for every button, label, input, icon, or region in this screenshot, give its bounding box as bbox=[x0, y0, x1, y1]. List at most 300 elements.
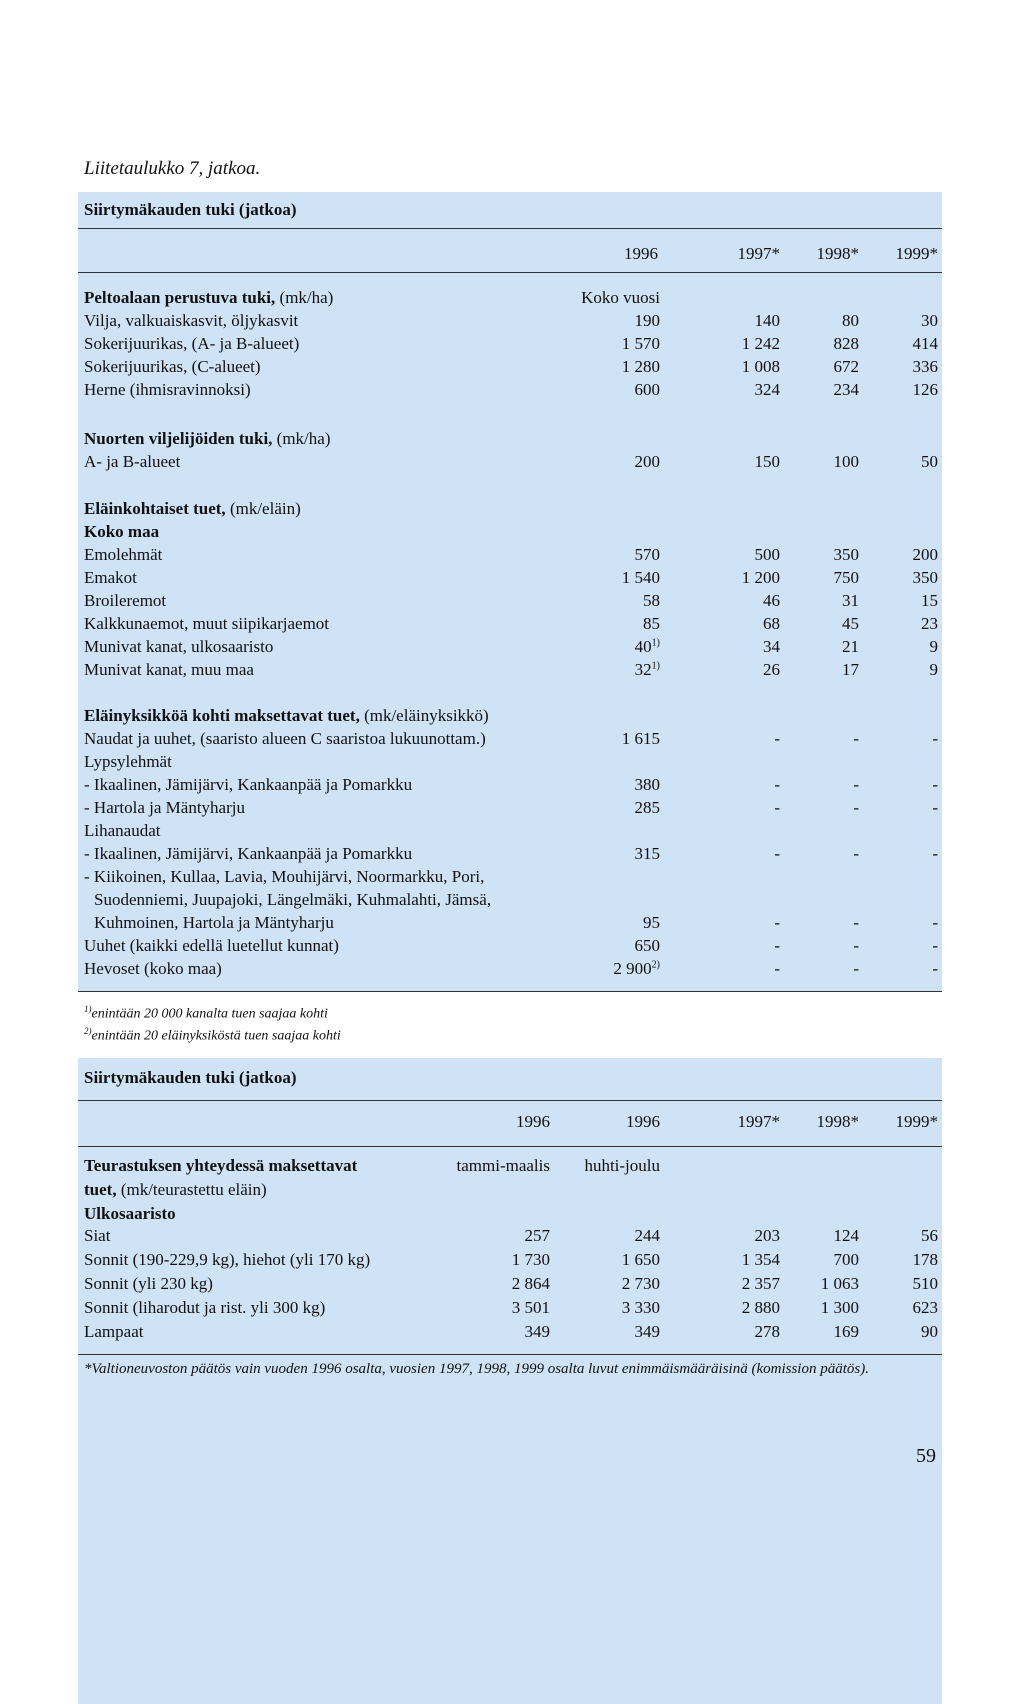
row-value-col-3 bbox=[778, 378, 859, 401]
row-value-col-2 bbox=[558, 1272, 660, 1295]
footnote-mark: 1) bbox=[651, 660, 660, 672]
footnote-mark: 2) bbox=[651, 959, 660, 971]
table-row bbox=[78, 332, 942, 355]
row-label-bold: tuet, bbox=[84, 1180, 117, 1199]
cell-value: 2 730 bbox=[621, 1274, 660, 1293]
table-row bbox=[78, 1202, 942, 1225]
row-value-col-1 bbox=[538, 450, 660, 473]
row-label bbox=[84, 309, 298, 332]
row-value-col-4 bbox=[858, 543, 938, 566]
cell-value: 50 bbox=[921, 452, 938, 471]
row-value-col-4 bbox=[858, 589, 938, 612]
row-label-bold: Koko maa bbox=[84, 522, 160, 541]
cell-value: 285 bbox=[634, 798, 660, 817]
row-value-col-4 bbox=[858, 842, 938, 865]
transition-aid-table-2 bbox=[78, 1058, 942, 1704]
cell-value: 234 bbox=[833, 380, 859, 399]
row-value-col-3 bbox=[778, 911, 859, 934]
row-value-col-4 bbox=[858, 957, 938, 980]
cell-value: 570 bbox=[634, 545, 660, 564]
cell-value: 15 bbox=[921, 591, 938, 610]
row-value-col-4 bbox=[858, 309, 938, 332]
col-header-1997: 1997* bbox=[737, 244, 780, 263]
col-header-1996: 1996 bbox=[624, 244, 658, 263]
table-bottom-rule bbox=[78, 991, 942, 992]
row-label bbox=[84, 286, 333, 309]
table-row bbox=[78, 497, 942, 520]
row-label-text: Suodenniemi, Juupajoki, Längelmäki, Kuhmalahti, Jämsä, bbox=[94, 890, 492, 909]
row-value-col-1 bbox=[538, 727, 660, 750]
cell-value: 203 bbox=[754, 1226, 780, 1245]
cell-value: 3 330 bbox=[621, 1298, 660, 1317]
cell-value: - bbox=[774, 959, 780, 978]
row-label-text: Emakot bbox=[84, 568, 137, 587]
table-row bbox=[78, 589, 942, 612]
row-value-col-2 bbox=[558, 1224, 660, 1247]
cell-value: 58 bbox=[643, 591, 660, 610]
table-row bbox=[78, 612, 942, 635]
row-label bbox=[84, 355, 261, 378]
row-label bbox=[94, 888, 491, 911]
cell-value: 278 bbox=[754, 1322, 780, 1341]
row-label bbox=[84, 543, 162, 566]
table-row bbox=[78, 378, 942, 401]
row-value-col-1 bbox=[538, 612, 660, 635]
table-bottom-rule bbox=[78, 1354, 942, 1355]
cell-value: - bbox=[853, 844, 859, 863]
row-value-col-2 bbox=[698, 543, 780, 566]
cell-value: 9 bbox=[929, 637, 938, 656]
row-value-col-3 bbox=[778, 934, 859, 957]
row-label bbox=[84, 1248, 370, 1271]
cell-value: 672 bbox=[833, 357, 859, 376]
row-label-bold: Nuorten viljelijöiden tuki, bbox=[84, 429, 273, 448]
cell-value: 30 bbox=[921, 311, 938, 330]
row-value-col-1 bbox=[538, 635, 660, 658]
row-value-col-2 bbox=[698, 450, 780, 473]
col-header-1998: 1998* bbox=[816, 1112, 859, 1131]
row-value-col-4 bbox=[858, 934, 938, 957]
row-label bbox=[84, 957, 222, 980]
row-label-bold: Teurastuksen yhteydessä maksettavat bbox=[84, 1156, 358, 1175]
cell-value: - bbox=[774, 775, 780, 794]
row-value-col-2 bbox=[698, 842, 780, 865]
col-header-1996-a: 1996 bbox=[516, 1112, 550, 1131]
cell-value: - bbox=[932, 775, 938, 794]
row-value-col-5 bbox=[858, 1224, 938, 1247]
cell-value: 32 bbox=[634, 660, 652, 679]
row-value-col-4 bbox=[858, 450, 938, 473]
row-value-col-1 bbox=[538, 332, 660, 355]
footnote-2: $^{2)}$enintään 20 eläinyksiköstä tuen saajaa kohti bbox=[84, 1026, 341, 1044]
row-value-col-3 bbox=[778, 957, 859, 980]
row-value-col-3 bbox=[778, 727, 859, 750]
cell-value: 26 bbox=[763, 660, 780, 679]
row-value-col-1 bbox=[538, 355, 660, 378]
row-value-col-4 bbox=[858, 727, 938, 750]
cell-value: 100 bbox=[833, 452, 859, 471]
row-value-col-1 bbox=[538, 911, 660, 934]
cell-value: 750 bbox=[833, 568, 859, 587]
row-label bbox=[94, 911, 334, 934]
row-label-text: Vilja, valkuaiskasvit, öljykasvit bbox=[84, 311, 299, 330]
cell-value: 178 bbox=[912, 1250, 938, 1269]
cell-value: 200 bbox=[912, 545, 938, 564]
row-value-col-2 bbox=[698, 378, 780, 401]
table-row bbox=[78, 427, 942, 450]
table-row bbox=[78, 520, 942, 543]
cell-value: 31 bbox=[842, 591, 859, 610]
row-label-text: Uuhet (kaikki edellä luetellut kunnat) bbox=[84, 936, 339, 955]
cell-value: - bbox=[932, 936, 938, 955]
row-value-col-3 bbox=[778, 450, 859, 473]
row-label-text: (mk/teurastettu eläin) bbox=[116, 1180, 267, 1199]
cell-value: 124 bbox=[833, 1226, 859, 1245]
cell-value: - bbox=[774, 798, 780, 817]
cell-value: 169 bbox=[833, 1322, 859, 1341]
table-row bbox=[78, 911, 942, 934]
header-bottom-rule bbox=[78, 1146, 942, 1147]
cell-value: 126 bbox=[912, 380, 938, 399]
table-row bbox=[78, 355, 942, 378]
row-label bbox=[84, 842, 412, 865]
row-label bbox=[84, 566, 137, 589]
row-label-text: (mk/ha) bbox=[275, 288, 334, 307]
header-top-rule bbox=[78, 1100, 942, 1101]
cell-value: 828 bbox=[833, 334, 859, 353]
table-row bbox=[78, 635, 942, 658]
row-label bbox=[84, 934, 339, 957]
row-value-col-2 bbox=[698, 658, 780, 681]
cell-value: 380 bbox=[634, 775, 660, 794]
row-value-col-3 bbox=[778, 842, 859, 865]
cell-value: 244 bbox=[634, 1226, 660, 1245]
row-label bbox=[84, 1272, 213, 1295]
row-value-col-2 bbox=[698, 612, 780, 635]
row-label bbox=[84, 497, 301, 520]
table-row bbox=[78, 796, 942, 819]
cell-value: 600 bbox=[634, 380, 660, 399]
cell-value: - bbox=[853, 959, 859, 978]
row-value-col-4 bbox=[858, 911, 938, 934]
cell-value: - bbox=[853, 936, 859, 955]
cell-value: 2 880 bbox=[741, 1298, 780, 1317]
row-value-col-1 bbox=[538, 543, 660, 566]
row-value-col-2 bbox=[698, 796, 780, 819]
row-value-col-3 bbox=[778, 796, 859, 819]
row-label-text: - Hartola ja Mäntyharju bbox=[84, 798, 245, 817]
cell-value: - bbox=[932, 959, 938, 978]
row-value-col-2 bbox=[698, 566, 780, 589]
row-value-col-3 bbox=[778, 309, 859, 332]
row-label bbox=[84, 589, 166, 612]
cell-value: 2 864 bbox=[511, 1274, 550, 1293]
row-label bbox=[84, 427, 331, 450]
cell-value: 1 300 bbox=[820, 1298, 859, 1317]
cell-value: 2 900 bbox=[613, 959, 652, 978]
row-value-col-4 bbox=[778, 1224, 859, 1247]
table-title: Siirtymäkauden tuki (jatkoa) bbox=[84, 200, 297, 219]
row-value-col-1 bbox=[538, 957, 660, 980]
row-label-text: Emolehmät bbox=[84, 545, 163, 564]
table-row bbox=[78, 819, 942, 842]
cell-value: huhti-joulu bbox=[584, 1156, 660, 1175]
cell-value: 80 bbox=[842, 311, 859, 330]
table-row bbox=[78, 704, 942, 727]
table-row bbox=[78, 309, 942, 332]
row-value-col-1 bbox=[448, 1272, 550, 1295]
row-label-text: Herne (ihmisravinnoksi) bbox=[84, 380, 251, 399]
row-label-bold: Eläinyksikköä kohti maksettavat tuet, bbox=[84, 706, 360, 725]
row-value-col-4 bbox=[778, 1320, 859, 1343]
row-label-text: Lihanaudat bbox=[84, 821, 161, 840]
table-row bbox=[78, 543, 942, 566]
cell-value: 650 bbox=[634, 936, 660, 955]
row-label-text: - Kiikoinen, Kullaa, Lavia, Mouhijärvi, Noormarkku, Pori, bbox=[84, 867, 485, 886]
row-label-text: Siat bbox=[84, 1226, 111, 1245]
table-row bbox=[78, 1224, 942, 1247]
row-label bbox=[84, 635, 273, 658]
row-label-bold: Ulkosaaristo bbox=[84, 1204, 176, 1223]
row-label bbox=[84, 1178, 267, 1201]
table-row bbox=[78, 727, 942, 750]
table-caption: Liitetaulukko 7, jatkoa. bbox=[84, 158, 261, 179]
row-label-text: Sokerijuurikas, (A- ja B-alueet) bbox=[84, 334, 300, 353]
row-value-col-1 bbox=[538, 286, 660, 309]
cell-value: 1 008 bbox=[741, 357, 780, 376]
cell-value: 23 bbox=[921, 614, 938, 633]
row-label-text: Sonnit (yli 230 kg) bbox=[84, 1274, 213, 1293]
row-label-text: (mk/eläinyksikkö) bbox=[359, 706, 489, 725]
row-label bbox=[84, 727, 486, 750]
row-value-col-1 bbox=[538, 773, 660, 796]
cell-value: - bbox=[932, 729, 938, 748]
row-value-col-2 bbox=[698, 309, 780, 332]
cell-value: 3 501 bbox=[511, 1298, 550, 1317]
row-value-col-4 bbox=[858, 355, 938, 378]
row-label-text: Lampaat bbox=[84, 1322, 144, 1341]
row-value-col-1 bbox=[538, 589, 660, 612]
cell-value: 510 bbox=[912, 1274, 938, 1293]
cell-value: 315 bbox=[634, 844, 660, 863]
cell-value: 46 bbox=[763, 591, 780, 610]
row-label bbox=[84, 658, 254, 681]
row-value-col-1 bbox=[448, 1320, 550, 1343]
col-header-1999: 1999* bbox=[895, 244, 938, 263]
cell-value: - bbox=[853, 913, 859, 932]
cell-value: - bbox=[774, 729, 780, 748]
cell-value: 40 bbox=[634, 637, 652, 656]
row-value-col-4 bbox=[858, 332, 938, 355]
row-value-col-1 bbox=[538, 378, 660, 401]
cell-value: - bbox=[853, 798, 859, 817]
row-value-col-3 bbox=[698, 1296, 780, 1319]
cell-value: Koko vuosi bbox=[581, 288, 660, 307]
cell-value: 350 bbox=[912, 568, 938, 587]
col-header-1999: 1999* bbox=[895, 1112, 938, 1131]
row-label-bold: Peltoalaan perustuva tuki, bbox=[84, 288, 276, 307]
cell-value: 1 242 bbox=[741, 334, 780, 353]
row-label bbox=[84, 378, 251, 401]
row-label-text: Broileremot bbox=[84, 591, 167, 610]
row-value-col-2 bbox=[558, 1320, 660, 1343]
table-row bbox=[78, 1272, 942, 1295]
row-label-text: Hevoset (koko maa) bbox=[84, 959, 222, 978]
page-number: 59 bbox=[916, 1445, 936, 1467]
cell-value: 190 bbox=[634, 311, 660, 330]
transition-aid-table-1 bbox=[78, 192, 942, 992]
row-label-text: Sonnit (190-229,9 kg), hiehot (yli 170 kg) bbox=[84, 1250, 371, 1269]
table-row bbox=[78, 1296, 942, 1319]
cell-value: 1 540 bbox=[621, 568, 660, 587]
table-title: Siirtymäkauden tuki (jatkoa) bbox=[84, 1068, 297, 1087]
row-label bbox=[84, 1320, 143, 1343]
row-value-col-2 bbox=[698, 911, 780, 934]
cell-value: 1 730 bbox=[511, 1250, 550, 1269]
row-label-text: Lypsylehmät bbox=[84, 752, 172, 771]
row-value-col-2 bbox=[698, 957, 780, 980]
row-label-text: A- ja B-alueet bbox=[84, 452, 181, 471]
row-value-col-1 bbox=[538, 566, 660, 589]
row-value-col-2 bbox=[698, 727, 780, 750]
row-value-col-3 bbox=[778, 658, 859, 681]
table-row bbox=[78, 957, 942, 980]
table-row bbox=[78, 1154, 942, 1177]
row-value-col-1 bbox=[448, 1154, 550, 1177]
row-value-col-4 bbox=[778, 1296, 859, 1319]
row-value-col-1 bbox=[538, 842, 660, 865]
row-value-col-1 bbox=[538, 934, 660, 957]
table-row bbox=[78, 1248, 942, 1271]
cell-value: 336 bbox=[912, 357, 938, 376]
row-value-col-4 bbox=[778, 1272, 859, 1295]
row-value-col-3 bbox=[778, 635, 859, 658]
row-label bbox=[84, 796, 245, 819]
row-value-col-1 bbox=[538, 796, 660, 819]
cell-value: 349 bbox=[524, 1322, 550, 1341]
row-label-text: (mk/ha) bbox=[272, 429, 331, 448]
row-label bbox=[84, 865, 484, 888]
row-label-text: Sonnit (liharodut ja rist. yli 300 kg) bbox=[84, 1298, 326, 1317]
row-label bbox=[84, 332, 299, 355]
table-row bbox=[78, 888, 942, 911]
footnote-1: $^{1)}$enintään 20 000 kanalta tuen saajaa kohti bbox=[84, 1004, 328, 1022]
row-value-col-4 bbox=[858, 796, 938, 819]
cell-value: 700 bbox=[833, 1250, 859, 1269]
cell-value: 9 bbox=[929, 660, 938, 679]
table-row bbox=[78, 286, 942, 309]
cell-value: 1 280 bbox=[621, 357, 660, 376]
row-value-col-3 bbox=[778, 612, 859, 635]
cell-value: - bbox=[932, 844, 938, 863]
row-value-col-2 bbox=[558, 1248, 660, 1271]
cell-value: 21 bbox=[842, 637, 859, 656]
row-value-col-3 bbox=[778, 355, 859, 378]
row-value-col-3 bbox=[778, 332, 859, 355]
row-value-col-5 bbox=[858, 1272, 938, 1295]
row-value-col-2 bbox=[698, 332, 780, 355]
row-label bbox=[84, 450, 180, 473]
row-value-col-4 bbox=[858, 566, 938, 589]
cell-value: 414 bbox=[912, 334, 938, 353]
row-label bbox=[84, 1154, 357, 1177]
cell-value: 150 bbox=[754, 452, 780, 471]
table-row bbox=[78, 1178, 942, 1201]
row-value-col-3 bbox=[778, 773, 859, 796]
cell-value: 350 bbox=[833, 545, 859, 564]
cell-value: - bbox=[853, 729, 859, 748]
cell-value: - bbox=[774, 844, 780, 863]
row-label-text: (mk/eläin) bbox=[225, 499, 301, 518]
footnote-mark: 1) bbox=[651, 637, 660, 649]
cell-value: - bbox=[932, 798, 938, 817]
cell-value: - bbox=[853, 775, 859, 794]
cell-value: 257 bbox=[524, 1226, 550, 1245]
row-value-col-2 bbox=[698, 635, 780, 658]
row-value-col-5 bbox=[858, 1296, 938, 1319]
table-row bbox=[78, 450, 942, 473]
row-value-col-2 bbox=[698, 589, 780, 612]
row-value-col-4 bbox=[858, 658, 938, 681]
row-value-col-3 bbox=[698, 1224, 780, 1247]
row-value-col-2 bbox=[698, 773, 780, 796]
row-label bbox=[84, 1296, 325, 1319]
cell-value: 1 615 bbox=[621, 729, 660, 748]
row-value-col-2 bbox=[698, 934, 780, 957]
table-row bbox=[78, 750, 942, 773]
cell-value: - bbox=[774, 913, 780, 932]
cell-value: 1 354 bbox=[741, 1250, 780, 1269]
row-value-col-1 bbox=[448, 1248, 550, 1271]
row-value-col-4 bbox=[858, 773, 938, 796]
row-label-text: Kalkkunaemot, muut siipikarjaemot bbox=[84, 614, 330, 633]
cell-value: - bbox=[932, 913, 938, 932]
row-value-col-2 bbox=[698, 355, 780, 378]
cell-value: 1 570 bbox=[621, 334, 660, 353]
cell-value: 17 bbox=[842, 660, 859, 679]
cell-value: 200 bbox=[634, 452, 660, 471]
table-row bbox=[78, 566, 942, 589]
row-label-text: - Ikaalinen, Jämijärvi, Kankaanpää ja Pomarkku bbox=[84, 844, 413, 863]
row-label bbox=[84, 1224, 110, 1247]
table-row bbox=[78, 934, 942, 957]
cell-value: 140 bbox=[754, 311, 780, 330]
row-label bbox=[84, 704, 489, 727]
row-label bbox=[84, 612, 329, 635]
row-label-text: Munivat kanat, ulkosaaristo bbox=[84, 637, 274, 656]
cell-value: 1 063 bbox=[820, 1274, 859, 1293]
row-value-col-3 bbox=[778, 589, 859, 612]
cell-value: 1 200 bbox=[741, 568, 780, 587]
row-value-col-3 bbox=[698, 1248, 780, 1271]
row-value-col-5 bbox=[858, 1248, 938, 1271]
cell-value: 34 bbox=[763, 637, 780, 656]
cell-value: 1 650 bbox=[621, 1250, 660, 1269]
header-bottom-rule bbox=[78, 272, 942, 273]
row-value-col-4 bbox=[858, 635, 938, 658]
table-row bbox=[78, 658, 942, 681]
col-header-1997: 1997* bbox=[737, 1112, 780, 1131]
cell-value: 500 bbox=[754, 545, 780, 564]
cell-value: 324 bbox=[754, 380, 780, 399]
row-label bbox=[84, 750, 172, 773]
table-footnote: *Valtioneuvoston päätös vain vuoden 1996 osalta, vuosien 1997, 1998, 1999 osalta luvut enimmäismääräisinä (komission päätös). bbox=[84, 1361, 869, 1377]
row-label-text: - Ikaalinen, Jämijärvi, Kankaanpää ja Pomarkku bbox=[84, 775, 413, 794]
row-label-text: Naudat ja uuhet, (saaristo alueen C saaristoa lukuunottam.) bbox=[84, 729, 486, 748]
table-row bbox=[78, 842, 942, 865]
row-label bbox=[84, 520, 159, 543]
row-label-text: Kuhmoinen, Hartola ja Mäntyharju bbox=[94, 913, 334, 932]
